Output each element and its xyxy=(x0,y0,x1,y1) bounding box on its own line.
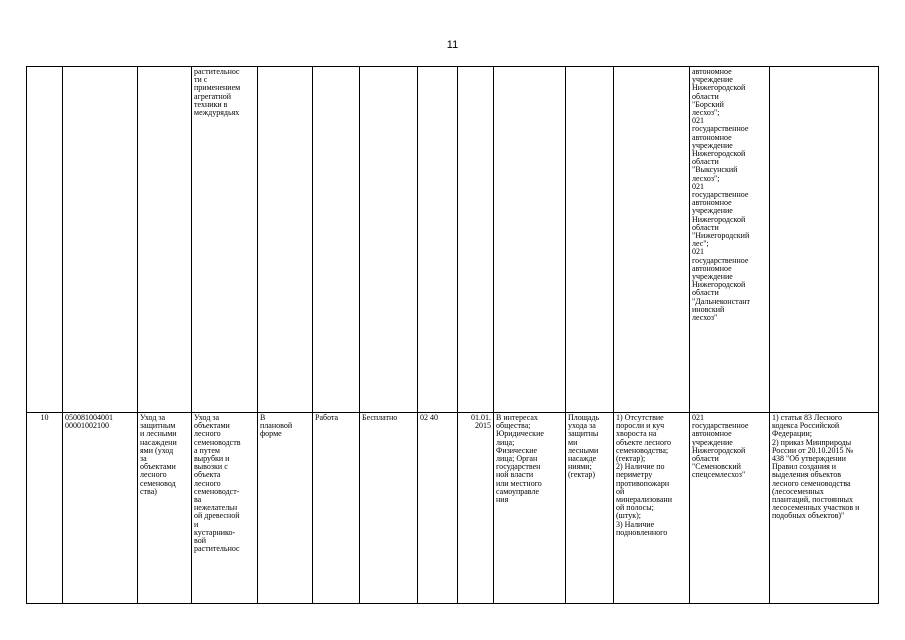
cell-quality-indicators: 1) Отсутствие пороcли и куч хвороста на объекте лесного семеноводства; (гектар); 2) Наличие по периметру противопожарн ой минерализовани ой полосы; (штук); 3) Наличие подновленного xyxy=(614,413,690,604)
cell-form: В плановой форме xyxy=(258,413,313,604)
cell-consumers: В интересах общества; Юридические лица; Физические лица; Орган государствен ной власти или местного самоуправле ния xyxy=(494,413,566,604)
registry-table xyxy=(26,66,879,604)
cell-service-name xyxy=(138,67,192,413)
cell-number: 10 xyxy=(27,413,63,604)
table-row xyxy=(27,67,879,413)
cell-volume-indicator: Площадь ухода за защитны ми лесными насажде ниями; (гектар) xyxy=(566,413,614,604)
cell-registry-code xyxy=(63,67,138,413)
cell-volume-indicator xyxy=(566,67,614,413)
table-row xyxy=(27,413,879,604)
cell-legal-basis: 1) статья 83 Лесного кодекса Российской Федерации; 2) приказ Минприроды России от 20.10.2015 № 438 "Об утверждении Правил создания и выделения объектов лесного семеноводства (лесосеменных плантаций, постоянных лесосеменных участков и подобных объектов)" xyxy=(770,413,879,604)
cell-quality-indicators xyxy=(614,67,690,413)
cell-number xyxy=(27,67,63,413)
cell-legal-basis xyxy=(770,67,879,413)
cell-service-name: Уход за защитным и лесными насаждени ями (уход за объектами лесного семеновод ства) xyxy=(138,413,192,604)
cell-registry-code: 050081004001 00001002100 xyxy=(63,413,138,604)
cell-type: Работа xyxy=(313,413,360,604)
cell-work-content: растительнос ти с применением агрегатной техники в междурядьях xyxy=(192,67,258,413)
cell-date: 01.01. 2015 xyxy=(458,413,494,604)
cell-consumers xyxy=(494,67,566,413)
page-number: 11 xyxy=(446,39,459,51)
cell-code xyxy=(418,67,458,413)
cell-institutions: 021 государственное автономное учреждение Нижегородской области "Семеновский спецсемлесхоз" xyxy=(690,413,770,604)
cell-code: 02 40 xyxy=(418,413,458,604)
cell-type xyxy=(313,67,360,413)
cell-form xyxy=(258,67,313,413)
cell-payment xyxy=(360,67,418,413)
cell-payment: Бесплатно xyxy=(360,413,418,604)
cell-institutions: автономное учреждение Нижегородской области "Борский лесхоз"; 021 государственное автономное учреждение Нижегородской области "Выксунский лесхоз"; 021 государственное автономное учреждение Нижегородской области "Нижегородский лес"; 021 государственное автономное учреждение Нижегородской области "Дальнеконстант иновский лесхоз" xyxy=(690,67,770,413)
cell-work-content: Уход за объектами лесного семеноводств а путем вырубки и вывозки с объекта лесного семеноводст- ва нежелательн ой древесной и кустарнико- вой растительнос xyxy=(192,413,258,604)
cell-date xyxy=(458,67,494,413)
